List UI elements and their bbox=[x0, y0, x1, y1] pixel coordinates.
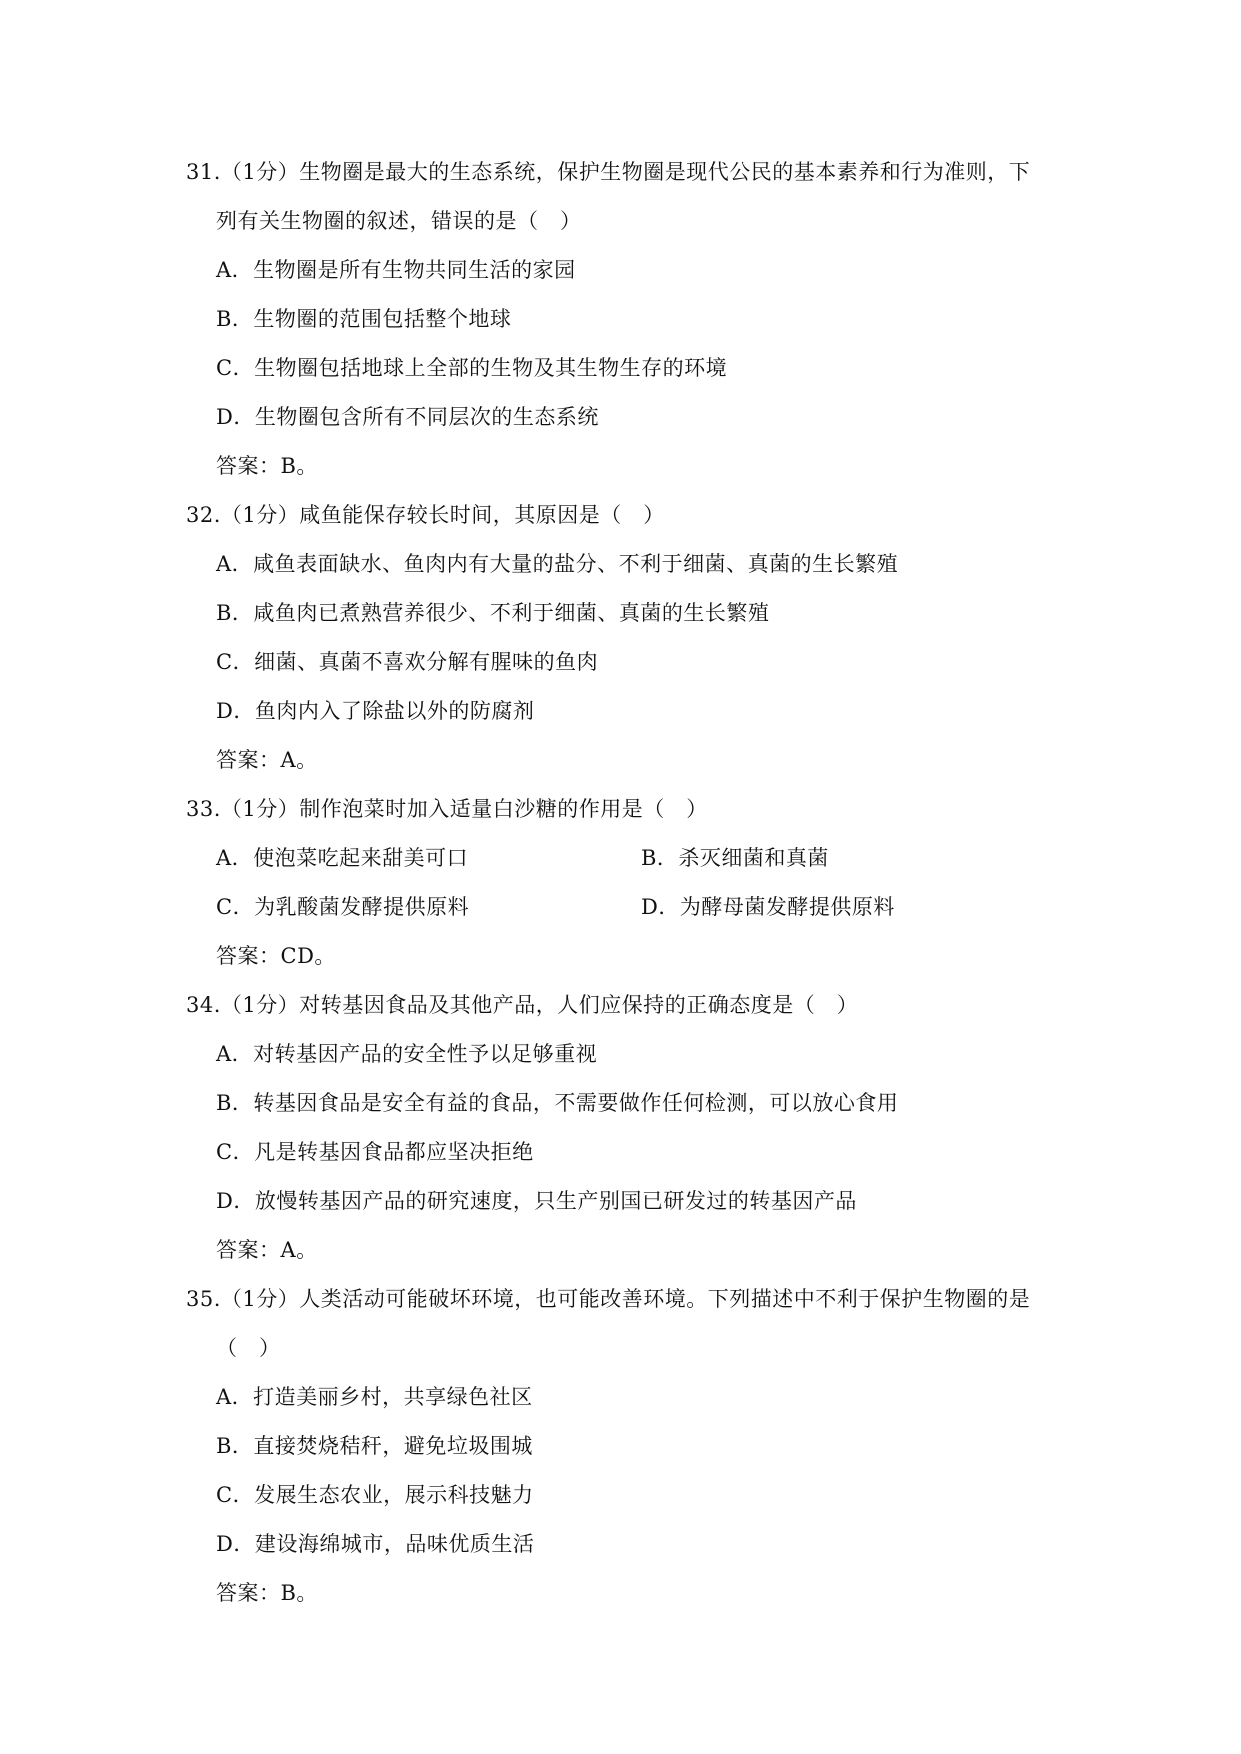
option-c: C．为乳酸菌发酵提供原料 bbox=[216, 895, 470, 919]
answer: 答案：A。 bbox=[216, 1238, 318, 1262]
question-stem-continued: （ ） bbox=[216, 1336, 281, 1360]
option-d: D．建设海绵城市，品味优质生活 bbox=[216, 1532, 535, 1556]
question-33 bbox=[186, 785, 1066, 981]
question-stem: 32.（1分）咸鱼能保存较长时间，其原因是（ ） bbox=[186, 503, 665, 527]
option-d: D．生物圈包含所有不同层次的生态系统 bbox=[216, 405, 599, 429]
option-c: C．凡是转基因食品都应坚决拒绝 bbox=[216, 1140, 534, 1164]
option-a: A．使泡菜吃起来甜美可口 bbox=[216, 846, 469, 870]
answer: 答案：CD。 bbox=[216, 944, 336, 968]
option-a: A．对转基因产品的安全性予以足够重视 bbox=[216, 1042, 598, 1066]
question-34 bbox=[186, 981, 1066, 1275]
option-d: D．为酵母菌发酵提供原料 bbox=[641, 895, 895, 919]
answer: 答案：A。 bbox=[216, 748, 318, 772]
question-stem: 33.（1分）制作泡菜时加入适量白沙糖的作用是（ ） bbox=[186, 797, 708, 821]
option-c: C．发展生态农业，展示科技魅力 bbox=[216, 1483, 534, 1507]
option-d: D．鱼肉内入了除盐以外的防腐剂 bbox=[216, 699, 535, 723]
question-stem: 34.（1分）对转基因食品及其他产品，人们应保持的正确态度是（ ） bbox=[186, 993, 859, 1017]
option-c: C．生物圈包括地球上全部的生物及其生物生存的环境 bbox=[216, 356, 728, 380]
answer: 答案：B。 bbox=[216, 1581, 318, 1605]
option-a: A．咸鱼表面缺水、鱼肉内有大量的盐分、不利于细菌、真菌的生长繁殖 bbox=[216, 552, 899, 576]
options-row-ab bbox=[186, 834, 1066, 883]
question-stem-continued: 列有关生物圈的叙述，错误的是（ ） bbox=[216, 209, 582, 233]
option-a: A．打造美丽乡村，共享绿色社区 bbox=[216, 1385, 533, 1409]
option-b: B．生物圈的范围包括整个地球 bbox=[216, 307, 512, 331]
option-b: B．直接焚烧秸秆，避免垃圾围城 bbox=[216, 1434, 533, 1458]
option-b: B．转基因食品是安全有益的食品，不需要做作任何检测，可以放心食用 bbox=[216, 1091, 899, 1115]
option-b: B．咸鱼肉已煮熟营养很少、不利于细菌、真菌的生长繁殖 bbox=[216, 601, 770, 625]
question-35 bbox=[186, 1275, 1066, 1618]
option-a: A．生物圈是所有生物共同生活的家园 bbox=[216, 258, 576, 282]
question-32 bbox=[186, 491, 1066, 785]
option-d: D．放慢转基因产品的研究速度，只生产别国已研发过的转基因产品 bbox=[216, 1189, 857, 1213]
option-c: C．细菌、真菌不喜欢分解有腥味的鱼肉 bbox=[216, 650, 599, 674]
options-row-cd bbox=[186, 883, 1066, 932]
option-b: B．杀灭细菌和真菌 bbox=[641, 846, 829, 870]
answer: 答案：B。 bbox=[216, 454, 318, 478]
question-stem: 35.（1分）人类活动可能破坏环境，也可能改善环境。下列描述中不利于保护生物圈的是 bbox=[186, 1287, 1031, 1311]
question-31 bbox=[186, 148, 1066, 491]
question-stem: 31.（1分）生物圈是最大的生态系统，保护生物圈是现代公民的基本素养和行为准则，下 bbox=[186, 160, 1031, 184]
